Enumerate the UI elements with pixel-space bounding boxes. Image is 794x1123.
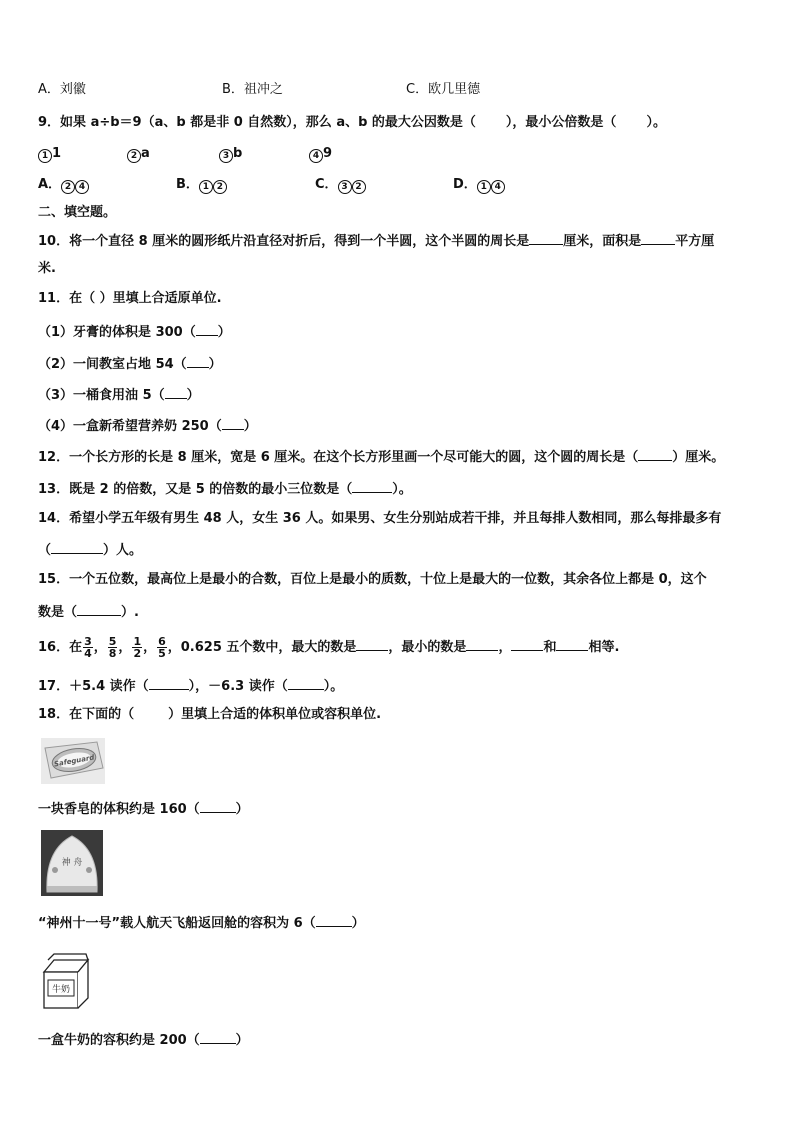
q11-item-3: （3）一桶食用油 5（ ） — [38, 388, 200, 403]
q18-item-1: 一块香皂的体积约是 160（ ） — [38, 802, 249, 817]
q15-line2: 数是（ ）. — [38, 605, 139, 620]
q8-option-a: A．刘徽 — [38, 82, 86, 97]
q11-title: 11．在（ ）里填上合适原单位. — [38, 291, 222, 306]
capsule-text: 神 舟 — [61, 858, 83, 868]
q11-item-4: （4）一盒新希望营养奶 250（ ） — [38, 419, 257, 434]
milk-carton-text: 牛奶 — [51, 985, 71, 995]
q10-blank-1[interactable] — [529, 232, 563, 245]
soap-illustration — [41, 738, 105, 784]
soap-brand-text: Safeguard — [53, 753, 95, 769]
q11-blank-1[interactable] — [196, 323, 218, 336]
q12-blank[interactable] — [638, 448, 672, 461]
q9-item-4: 4 9 — [309, 146, 332, 163]
q9-choice-d: D． 1 4 — [453, 177, 505, 194]
fraction-3: $\frac{1}{2}$ — [133, 635, 142, 660]
q15-blank[interactable] — [77, 603, 121, 616]
q15-line1: 15．一个五位数，最高位上是最小的合数，百位上是最小的质数，十位上是最大的一位数，其余各位上都是 0，这个 — [38, 572, 707, 587]
q9-choice-c: C． 3 2 — [315, 177, 366, 194]
q18-blank-1[interactable] — [200, 800, 236, 813]
q18-blank-2[interactable] — [316, 914, 352, 927]
fraction-4: $\frac{6}{5}$ — [158, 635, 166, 660]
q17-blank-2[interactable] — [288, 677, 324, 690]
q9-item-1: 1 1 — [38, 146, 61, 163]
fraction-2: $\frac{5}{8}$ — [108, 635, 117, 660]
q16-blank-4[interactable] — [556, 638, 588, 651]
q12-question: 12．一个长方形的长是 8 厘米，宽是 6 厘米。在这个长方形里画一个尽可能大的圆，这个圆的周长是（ ）厘米。 — [38, 450, 725, 465]
q16-blank-3[interactable] — [511, 638, 543, 651]
q18-item-3: 一盒牛奶的容积约是 200（ ） — [38, 1033, 249, 1048]
q9-item-2: 2 a — [127, 146, 150, 163]
q11-blank-4[interactable] — [222, 417, 244, 430]
q10-line2: 米. — [38, 261, 56, 276]
q8-option-c: C．欧几里德 — [406, 82, 481, 97]
q8-option-b: B．祖冲之 — [222, 82, 283, 97]
milk-carton-illustration — [38, 950, 98, 1010]
q11-blank-2[interactable] — [187, 355, 209, 368]
q14-line2: （ ）人。 — [38, 543, 143, 558]
q18-blank-3[interactable] — [200, 1031, 236, 1044]
milk-carton-image — [38, 950, 98, 1010]
q16-blank-1[interactable] — [356, 638, 388, 651]
q18-item-2: “神州十一号”载人航天飞船返回舱的容积为 6（ ） — [38, 916, 365, 931]
q13-question: 13．既是 2 的倍数，又是 5 的倍数的最小三位数是（ ）。 — [38, 482, 412, 497]
q10-line1: 10．将一个直径 8 厘米的圆形纸片沿直径对折后，得到一个半圆，这个半圆的周长是 厘米，面积是 平方厘 — [38, 234, 715, 249]
q13-blank[interactable] — [352, 480, 392, 493]
q9-question: 9．如果 a÷b＝9（a、b 都是非 0 自然数），那么 a、b 的最大公因数是（ ），最小公倍数是（ ）。 — [38, 115, 666, 130]
capsule-illustration — [41, 830, 103, 896]
q9-choice-a: A． 2 4 — [38, 177, 89, 194]
soap-image — [41, 738, 105, 784]
section-heading: 二、填空题。 — [38, 205, 117, 220]
q17-blank-1[interactable] — [149, 677, 189, 690]
q10-blank-2[interactable] — [641, 232, 675, 245]
capsule-image — [41, 830, 103, 896]
q16-question: 16．在 $\frac{3}{4}$ ， $\frac{5}{8}$ ， $\frac{1}{2}$ ， $\frac{6}{5}$ ，0.625 五个数中，最大的数是 ，最小的数是 ， 和 相等. — [38, 635, 620, 660]
q9-item-3: 3 b — [219, 146, 242, 163]
q11-blank-3[interactable] — [165, 386, 187, 399]
q16-blank-2[interactable] — [466, 638, 498, 651]
q18-title: 18．在下面的（ ）里填上合适的体积单位或容积单位. — [38, 707, 382, 722]
q9-choice-b: B． 1 2 — [176, 177, 227, 194]
q14-line1: 14．希望小学五年级有男生 48 人，女生 36 人。如果男、女生分别站成若干排，并且每排人数相同，那么每排最多有 — [38, 511, 722, 526]
q17-question: 17．＋5.4 读作（ ），－6.3 读作（ ）。 — [38, 679, 344, 694]
q11-item-2: （2）一间教室占地 54（ ） — [38, 357, 222, 372]
q14-blank[interactable] — [51, 541, 103, 554]
q11-item-1: （1）牙膏的体积是 300（ ） — [38, 325, 231, 340]
fraction-1: $\frac{3}{4}$ — [84, 635, 92, 660]
